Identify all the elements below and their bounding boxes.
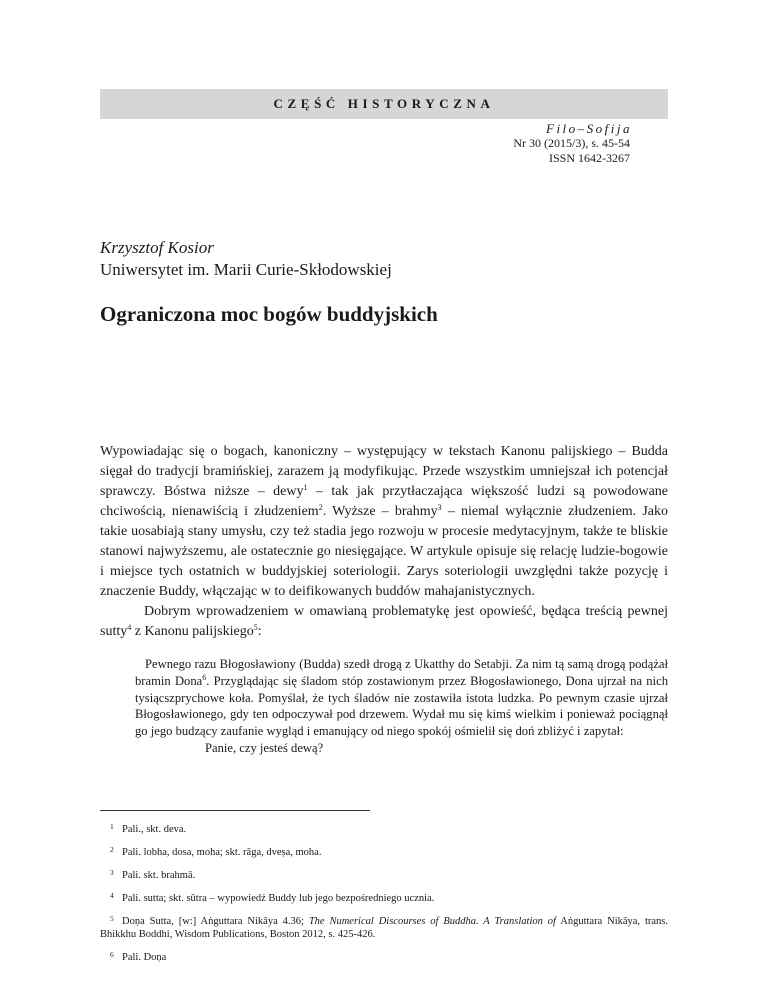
block-quote: [135, 656, 668, 757]
quote-text-a: Pewnego razu Błogosławiony (Budda) szedł drogą z Ukatthy do Setabji. Za nim tą samą drogą podążał bramin Dona: [135, 657, 668, 688]
footnote-6: [100, 948, 668, 964]
footnote-source-title: The Numerical Discourses of Buddha. A Translation of: [308, 916, 556, 927]
footnotes: [100, 820, 668, 971]
p2-text-a: Dobrym wprowadzeniem w omawianą problematykę jest opowieść, będąca treścią pewnej sutty: [100, 604, 668, 639]
journal-issn: ISSN 1642-3267: [548, 151, 630, 165]
footnote-number: 2: [110, 845, 114, 854]
footnote-text-b: Aṅguttara Nikāya, trans. Bhikkhu Boddhi, Wisdom Publications, Boston 2012, s. 425-426.: [100, 916, 668, 940]
footnote-text-a: Doṇa Sutta, [w:] Aṅguttara Nikāya 4.36;: [122, 916, 309, 927]
footnote-number: 4: [110, 891, 114, 900]
footnote-number: 6: [110, 950, 114, 959]
footnote-number: 3: [110, 868, 114, 877]
quote-text-b: . Przyglądając się śladom stóp zostawionym przez Błogosławionego, Dona ujrzał na nich tysiącszprychowe koła. Pomyślał, że tych śladów nie zostawiła istota ludzka. Po pewnym czasie ujrzał Błogosławionego, gdy ten odpoczywał pod drzewem. Wydał mu się kimś wielkim i ponieważ pociągnął go jego budzący zaufanie wygląd i emanujący od niego spokój ośmielił się doń zbliżyć i zapytał:: [135, 673, 668, 739]
footnote-ref-3: 3: [437, 503, 442, 512]
footnote-text: Pali. sutta; skt. sūtra – wypowiedź Buddy lub jego bezpośredniego ucznia.: [122, 893, 435, 904]
p1-text-a: Wypowiadając się o bogach, kanoniczny – występujący w tekstach Kanonu palijskiego – Budda sięgał do tradycji bramińskiej, zarazem ją modyfikując. Przede wszystkim umniejszał ich potencjał sprawczy. Bóstwa niższe – dewy: [100, 444, 668, 499]
journal-info: [420, 121, 668, 166]
author-block: [100, 237, 392, 281]
footnote-number: 5: [110, 914, 114, 923]
footnote-divider: [100, 810, 370, 811]
quote-paragraph: [135, 656, 668, 740]
body-text: [100, 442, 668, 642]
footnote-text: Pali. Doṇa: [122, 952, 167, 963]
footnote-number: 1: [110, 822, 114, 831]
footnote-4: [100, 889, 668, 905]
author-name: Krzysztof Kosior: [100, 238, 214, 257]
footnote-text: Pali. skt. brahmā.: [122, 870, 196, 881]
journal-name: Filo–Sofija: [546, 121, 632, 136]
paragraph-1: [100, 442, 668, 602]
section-header: CZĘŚĆ HISTORYCZNA: [100, 89, 668, 119]
p1-text-c: . Wyższe – brahmy: [322, 504, 438, 519]
footnote-1: [100, 820, 668, 836]
footnote-ref-5: 5: [253, 623, 258, 632]
paragraph-2: [100, 602, 668, 642]
author-affiliation: Uniwersytet im. Marii Curie-Skłodowskiej: [100, 260, 392, 279]
footnote-2: [100, 843, 668, 859]
article-title: Ograniczona moc bogów buddyjskich: [100, 302, 438, 326]
quote-question: Panie, czy jesteś dewą?: [205, 740, 324, 755]
footnote-ref-1: 1: [303, 483, 308, 492]
p2-text-b: z Kanonu palijskiego: [131, 624, 254, 639]
p2-text-c: :: [257, 624, 262, 639]
footnote-ref-2: 2: [318, 503, 323, 512]
footnote-text: Pali., skt. deva.: [122, 824, 187, 835]
footnote-ref-4: 4: [127, 623, 132, 632]
footnote-5: [100, 912, 668, 941]
p1-text-d: – niemal wyłącznie złudzeniem. Jako takie uosabiają stany umysłu, czy też stadia jego rozwoju w procesie medytacyjnym, także te bliskie stanowi najwyższemu, ale ostatecznie go niesięgające. W artykule opisuje się relację ludzie-bogowie i miejsce tych ostatnich w buddyjskiej soteriologii. Zarys soteriologii uwzględni także pozycję i znaczenie Buddy, włączając w to deifikowanych buddów mahajanistycznych.: [100, 504, 668, 599]
p1-text-b: – tak jak przytłaczająca większość ludzi są powodowane chciwością, nienawiścią i złudzeniem: [100, 484, 669, 519]
footnote-ref-6: 6: [202, 672, 207, 682]
footnote-text: Pali. lobha, dosa, moha; skt. rāga, dveṣa, moha.: [122, 847, 322, 858]
journal-issue: Nr 30 (2015/3), s. 45-54: [513, 136, 630, 150]
footnote-3: [100, 866, 668, 882]
